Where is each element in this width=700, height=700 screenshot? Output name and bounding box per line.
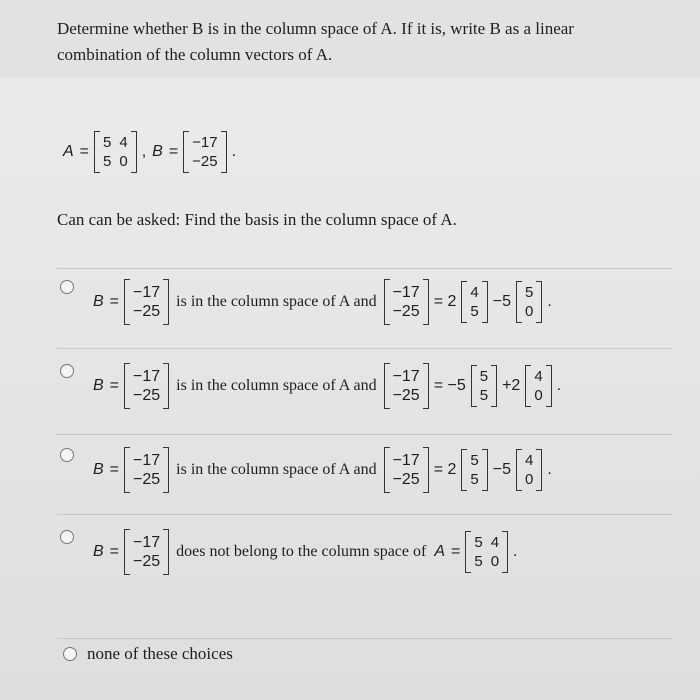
vector-b: −17 −25 xyxy=(124,279,169,325)
vector-b: −17 −25 xyxy=(384,363,429,409)
column-vector: 5 5 xyxy=(461,449,487,491)
vector-b: −17 −25 xyxy=(124,363,169,409)
option-1-content: B = −17 −25 is in the column space of A and −17 −25 = 2 4 5 −5 5 0 . xyxy=(90,272,555,332)
vector-b: −17 −25 xyxy=(124,447,169,493)
question-line-1: Determine whether B is in the column space of A. If it is, write B as a linear xyxy=(57,19,574,38)
option-2-content: B = −17 −25 is in the column space of A and −17 −25 = −5 5 5 +2 4 0 . xyxy=(90,356,564,416)
option-4-content: B = −17 −25 does not belong to the column space of A = 5 4 5 0 . xyxy=(90,522,520,582)
b-label: B xyxy=(152,143,163,160)
radio-option-3[interactable] xyxy=(60,448,74,462)
matrix-definitions xyxy=(60,130,239,174)
column-vector: 5 0 xyxy=(516,281,542,323)
divider xyxy=(57,348,672,349)
divider xyxy=(57,434,672,435)
option-5[interactable] xyxy=(63,644,233,664)
divider xyxy=(57,268,672,269)
period: . xyxy=(231,143,237,160)
matrix-b: −17 −25 xyxy=(183,131,226,173)
option-5-label: none of these choices xyxy=(87,644,233,663)
equals-sign: = xyxy=(79,143,90,160)
option-1[interactable] xyxy=(60,272,660,332)
option-3-content: B = −17 −25 is in the column space of A and −17 −25 = 2 5 5 −5 4 0 . xyxy=(90,440,555,500)
column-vector: 4 5 xyxy=(461,281,487,323)
extra-question-note: Can can be asked: Find the basis in the column space of A. xyxy=(57,210,457,229)
divider xyxy=(57,638,672,639)
radio-option-2[interactable] xyxy=(60,364,74,378)
a-label: A xyxy=(63,143,74,160)
radio-option-4[interactable] xyxy=(60,530,74,544)
option-3[interactable] xyxy=(60,440,660,500)
question-line-2: combination of the column vectors of A. xyxy=(57,45,333,64)
question-text xyxy=(57,16,677,68)
equals-sign: = xyxy=(168,143,179,160)
vector-b: −17 −25 xyxy=(384,447,429,493)
matrix-a: 5 4 5 0 xyxy=(465,531,508,573)
column-vector: 5 5 xyxy=(471,365,497,407)
matrix-a: 5 4 5 0 xyxy=(94,131,137,173)
comma: , xyxy=(141,143,147,160)
column-vector: 4 0 xyxy=(516,449,542,491)
option-4[interactable] xyxy=(60,522,660,582)
radio-option-5[interactable] xyxy=(63,647,77,661)
column-vector: 4 0 xyxy=(525,365,551,407)
radio-option-1[interactable] xyxy=(60,280,74,294)
option-2[interactable] xyxy=(60,356,660,416)
vector-b: −17 −25 xyxy=(124,529,169,575)
vector-b: −17 −25 xyxy=(384,279,429,325)
divider xyxy=(57,514,672,515)
